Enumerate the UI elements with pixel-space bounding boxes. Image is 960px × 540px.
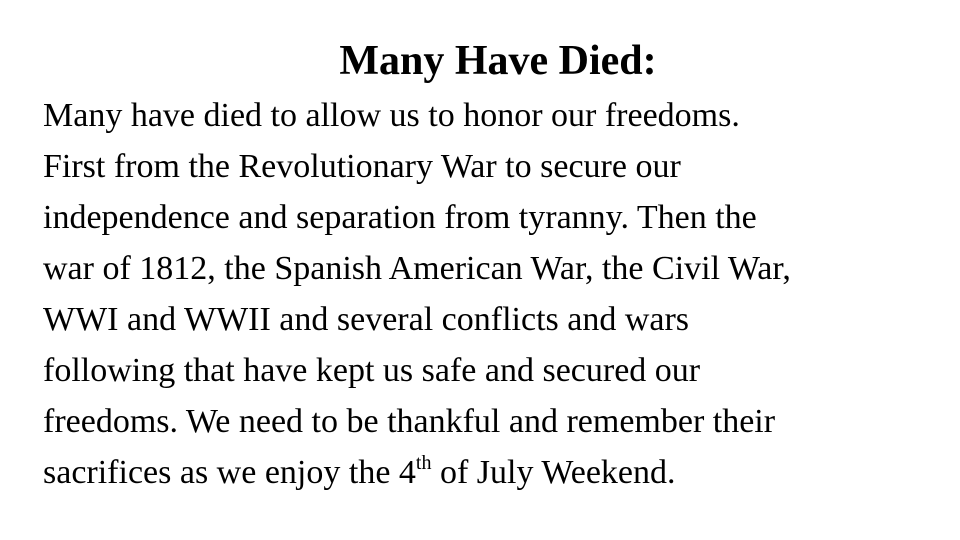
- body-line: following that have kept us safe and secured our: [43, 352, 701, 389]
- body-line: freedoms. We need to be thankful and remember their: [43, 403, 776, 440]
- slide-body-text: [43, 90, 953, 498]
- body-line-last: [43, 447, 953, 498]
- body-line: First from the Revolutionary War to secure our: [43, 148, 681, 185]
- body-line: war of 1812, the Spanish American War, the Civil War,: [43, 250, 791, 287]
- last-line-after: of July Weekend.: [431, 454, 676, 491]
- last-line-before: sacrifices as we enjoy the 4: [43, 454, 416, 491]
- body-line: Many have died to allow us to honor our freedoms.: [43, 97, 740, 134]
- body-line: WWI and WWII and several conflicts and wars: [43, 301, 690, 338]
- ordinal-superscript: th: [415, 451, 432, 474]
- slide-title: Many Have Died:: [339, 38, 657, 84]
- body-line: independence and separation from tyranny. Then the: [43, 199, 757, 236]
